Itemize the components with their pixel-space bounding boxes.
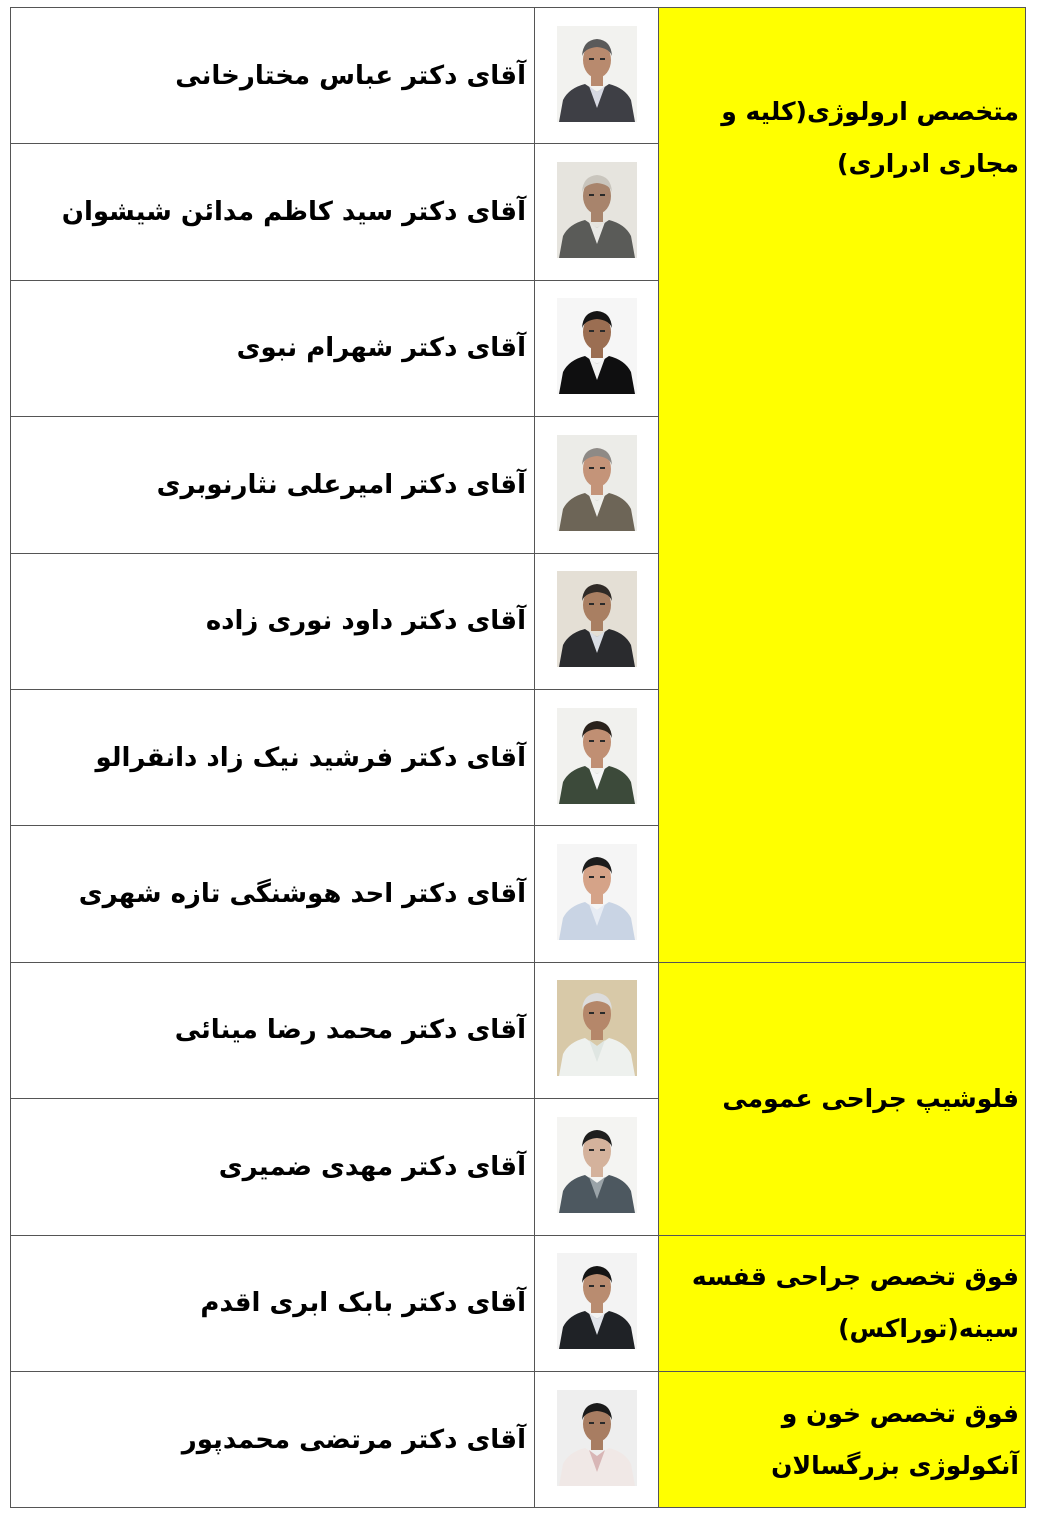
specialty-label: فوق تخصص خون و آنکولوژی بزرگسالان (771, 1398, 1019, 1480)
doctor-row (11, 8, 1026, 144)
doctor-row (11, 1235, 1026, 1371)
photo-cell (535, 144, 659, 280)
doctor-row (11, 962, 1026, 1098)
specialty-label: فوق تخصص جراحی قفسه سینه(توراکس) (691, 1262, 1019, 1344)
doctor-portrait-photo (557, 1117, 637, 1213)
doctor-name: آقای دکتر مرتضی محمدپور (11, 1371, 535, 1507)
doctor-name: آقای دکتر شهرام نبوی (11, 280, 535, 416)
photo-cell (535, 1235, 659, 1371)
specialty-cell (659, 8, 1026, 963)
photo-cell (535, 417, 659, 553)
doctor-portrait-photo (557, 708, 637, 804)
specialty-cell (659, 1235, 1026, 1371)
photo-cell (535, 1099, 659, 1235)
doctor-name: آقای دکتر احد هوشنگی تازه شهری (11, 826, 535, 962)
photo-cell (535, 280, 659, 416)
doctor-name: آقای دکتر محمد رضا مینائی (11, 962, 535, 1098)
specialty-cell (659, 1371, 1026, 1507)
doctor-name: آقای دکتر داود نوری زاده (11, 553, 535, 689)
doctor-portrait-photo (557, 571, 637, 667)
doctor-name: آقای دکتر مهدی ضمیری (11, 1099, 535, 1235)
roster-body (11, 8, 1026, 1508)
doctor-portrait-photo (557, 980, 637, 1076)
specialty-label: فلوشیپ جراحی عمومی (722, 1083, 1019, 1113)
photo-cell (535, 1371, 659, 1507)
doctor-portrait-photo (557, 298, 637, 394)
doctor-portrait-photo (557, 162, 637, 258)
photo-cell (535, 962, 659, 1098)
specialty-label: متخصص ارولوژی(کلیه و مجاری ادراری) (721, 97, 1019, 178)
doctor-row (11, 1371, 1026, 1507)
doctor-portrait-photo (557, 1253, 637, 1349)
photo-cell (535, 689, 659, 825)
doctor-name: آقای دکتر فرشید نیک زاد دانقرالو (11, 689, 535, 825)
doctor-name: آقای دکتر امیرعلی نثارنوبری (11, 417, 535, 553)
doctor-portrait-photo (557, 435, 637, 531)
photo-cell (535, 8, 659, 144)
doctors-roster-table (10, 7, 1026, 1508)
doctor-name: آقای دکتر سید کاظم مدائن شیشوان (11, 144, 535, 280)
doctor-name: آقای دکتر عباس مختارخانی (11, 8, 535, 144)
doctor-name: آقای دکتر بابک ابری اقدم (11, 1235, 535, 1371)
doctor-portrait-photo (557, 844, 637, 940)
doctor-portrait-photo (557, 1390, 637, 1486)
photo-cell (535, 826, 659, 962)
photo-cell (535, 553, 659, 689)
doctor-portrait-photo (557, 26, 637, 122)
specialty-cell (659, 962, 1026, 1235)
